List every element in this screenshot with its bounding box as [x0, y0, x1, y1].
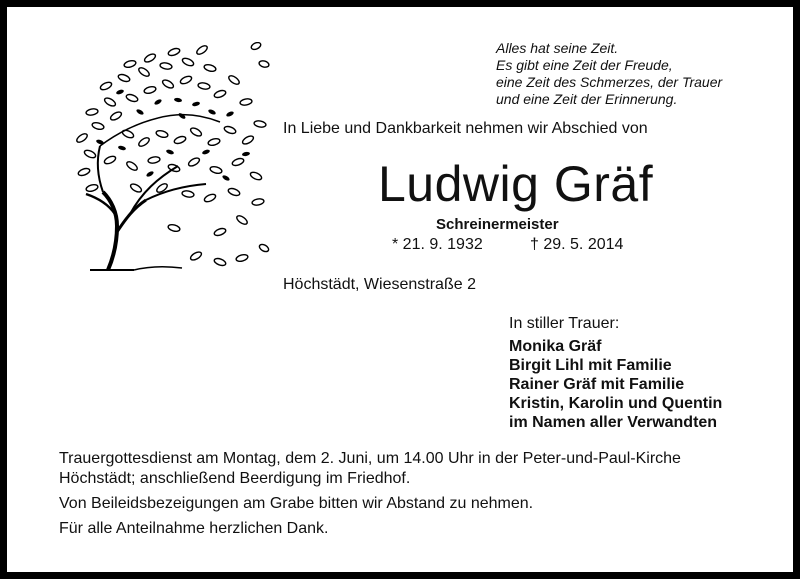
mourners-label: In stiller Trauer: [509, 315, 620, 332]
service-info-line: Trauergottesdienst am Montag, dem 2. Juni, um 14.00 Uhr in der Peter-und-Paul-Kirche [59, 450, 681, 467]
deceased-name: Ludwig Gräf [378, 156, 654, 212]
deceased-address: Höchstädt, Wiesenstraße 2 [283, 276, 476, 293]
mourner-name: Birgit Lihl mit Familie [509, 357, 672, 374]
deceased-profession: Schreinermeister [436, 216, 559, 233]
mourner-name: Kristin, Karolin und Quentin [509, 395, 723, 412]
quote-block [496, 40, 722, 108]
mourners-block [509, 314, 722, 432]
quote-line: eine Zeit des Schmerzes, der Trauer [496, 74, 723, 90]
intro-text: In Liebe und Dankbarkeit nehmen wir Abschied von [283, 120, 648, 137]
mourners-list [509, 337, 722, 432]
service-info-line: Höchstädt; anschließend Beerdigung im Friedhof. [59, 470, 411, 487]
mourner-name: Monika Gräf [509, 338, 602, 355]
quote-line: Es gibt eine Zeit der Freude, [496, 57, 673, 73]
condolence-note: Von Beileidsbezeigungen am Grabe bitten wir Abstand zu nehmen. [59, 495, 534, 512]
quote-line: Alles hat seine Zeit. [496, 40, 619, 56]
mourner-name: Rainer Gräf mit Familie [509, 376, 685, 393]
birth-date: * 21. 9. 1932 [392, 236, 483, 253]
thanks-note: Für alle Anteilnahme herzlichen Dank. [59, 520, 329, 537]
mourner-name: im Namen aller Verwandten [509, 414, 718, 431]
windblown-tree-icon [70, 42, 270, 274]
footer-notes [59, 449, 759, 539]
quote-line: und eine Zeit der Erinnerung. [496, 91, 678, 107]
death-date: † 29. 5. 2014 [530, 236, 624, 253]
